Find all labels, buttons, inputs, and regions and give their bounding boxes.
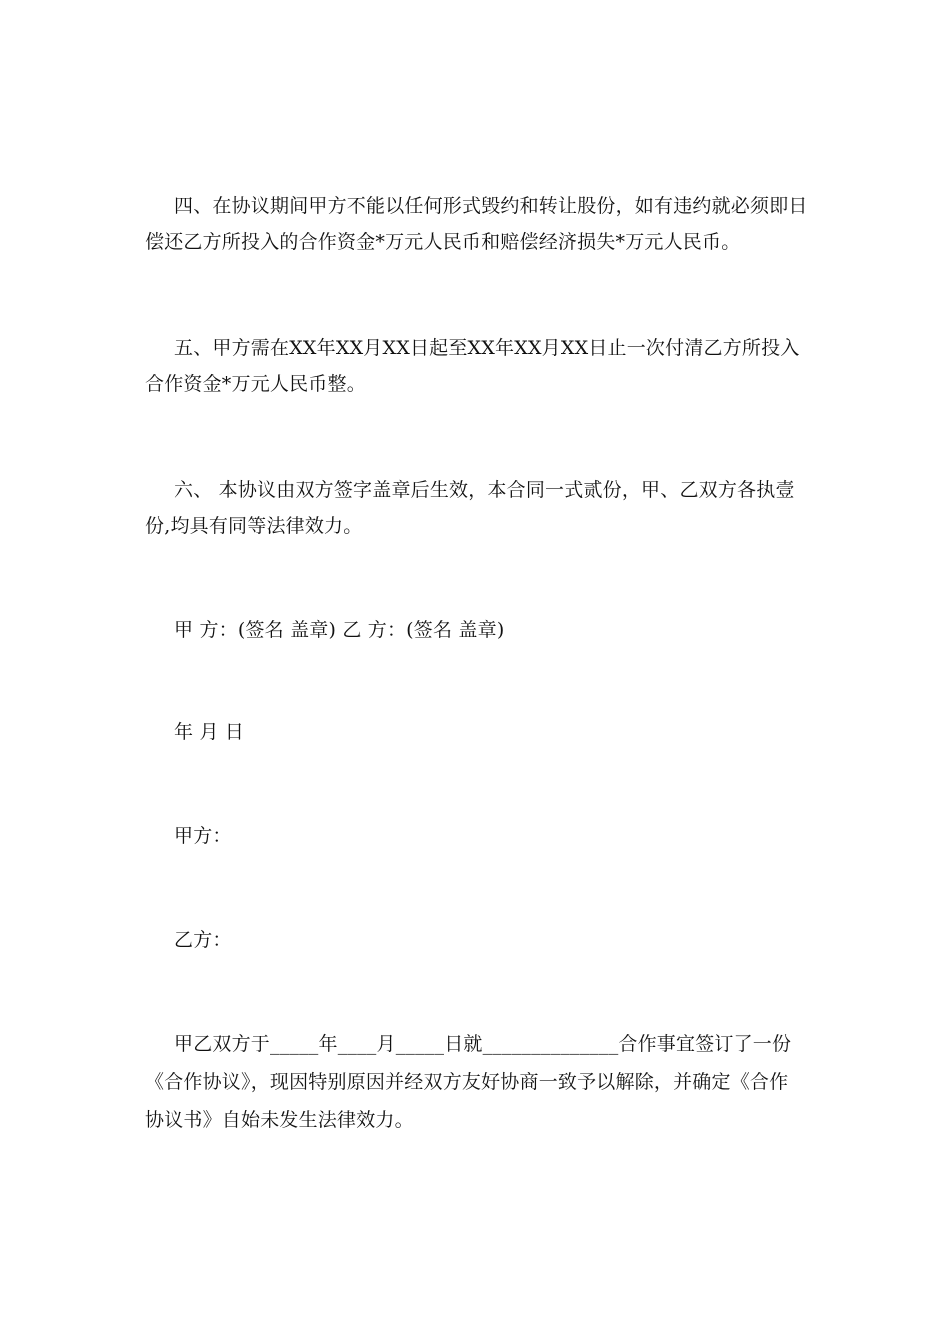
- termination-line-1: 甲乙双方于_____年____月_____日就______________合作事宜签订了一份: [174, 1033, 792, 1055]
- signature-line: 甲 方：(签名 盖章) 乙 方：(签名 盖章): [174, 619, 505, 641]
- clause-4-line-2: 偿还乙方所投入的合作资金*万元人民币和赔偿经济损失*万元人民币。: [145, 231, 741, 253]
- clause-6-line-1: 六、 本协议由双方签字盖章后生效，本合同一式贰份，甲、乙双方各执壹: [174, 479, 795, 501]
- party-b-label: 乙方：: [174, 929, 232, 951]
- clause-6-line-2: 份,均具有同等法律效力。: [145, 515, 363, 537]
- clause-5-line-1: 五、甲方需在XX年XX月XX日起至XX年XX月XX日止一次付清乙方所投入: [174, 337, 800, 359]
- date-line: 年 月 日: [174, 721, 245, 743]
- clause-5-line-2: 合作资金*万元人民币整。: [145, 373, 366, 395]
- termination-line-2: 《合作协议》，现因特别原因并经双方友好协商一致予以解除，并确定《合作: [145, 1071, 789, 1093]
- termination-line-3: 协议书》自始未发生法律效力。: [145, 1109, 414, 1131]
- clause-4-line-1: 四、在协议期间甲方不能以任何形式毁约和转让股份，如有违约就必须即日: [174, 195, 808, 217]
- party-a-label: 甲方：: [174, 825, 232, 847]
